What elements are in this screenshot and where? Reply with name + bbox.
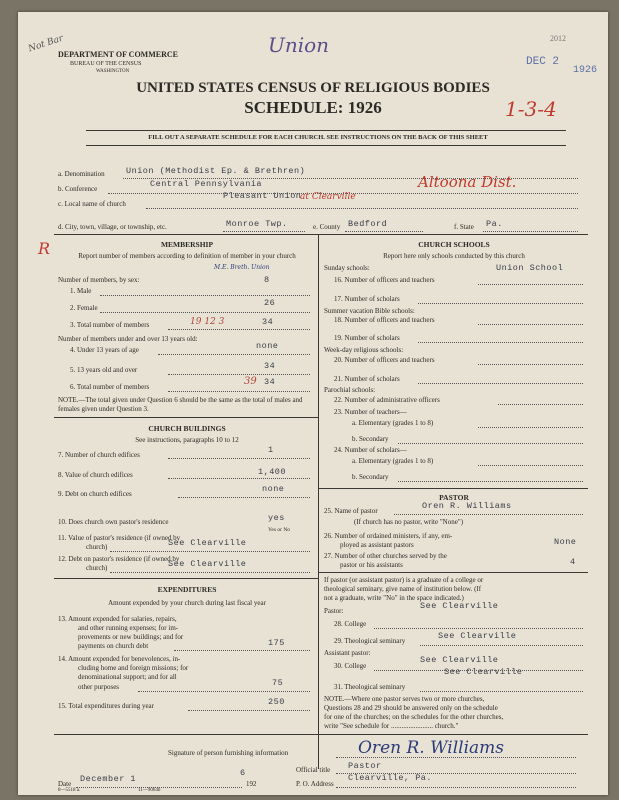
q24b-label: b. Secondary [352,473,389,481]
q13-value: 175 [268,638,285,648]
denomination-label: a. Denomination [58,170,105,178]
po-address-value: Clearville, Pa. [348,773,433,783]
q15-label: 15. Total expenditures during year [58,702,154,710]
print-number: 11—9064b [138,788,161,793]
membership-note: NOTE.—The total given under Question 6 should be the same as the total of males and females given under Question 3. [58,396,303,413]
q12-label-b: church) [86,564,108,572]
local-name-label: c. Local name of church [58,200,126,208]
q23b-label: b. Secondary [352,435,389,443]
q16-value: Union School [496,263,564,273]
q6-tally-note: 39 [244,376,257,387]
corner-pencil-note: Not Bar [27,33,65,55]
q18-label: 18. Number of officers and teachers [334,316,435,324]
q12-value: See Clearville [168,559,247,569]
q27-value: 4 [570,557,576,567]
buildings-sub: See instructions, paragraphs 10 to 12 [135,436,239,444]
q4-label: 4. Under 13 years of age [70,346,139,354]
pastor-subhead: Pastor: [324,607,344,615]
q9-label: 9. Debt on church edifices [58,490,132,498]
pastor-note-3: for one of the churches; on the schedules for the other churches, [324,713,504,721]
q13-label-a: 13. Amount expended for salaries, repairs, [58,615,177,623]
q10-label: 10. Does church own pastor's residence [58,518,169,526]
q25-note: (If church has no pastor, write "None") [354,518,464,526]
state-label: f. State [454,223,474,231]
date-year-digit: 6 [240,768,246,778]
bureau-label: BUREAU OF THE CENSUS [70,61,142,67]
expenditures-sub: Amount expended by your church during last fiscal year [108,599,266,607]
q17-label: 17. Number of scholars [334,295,400,303]
q14-label-c: denominational support; and for all [78,673,177,681]
q25-value: Oren R. Williams [422,501,512,511]
state-value: Pa. [486,219,503,229]
date-year-prefix: 192 [246,780,257,788]
schools-sub: Report here only schools conducted by this church [383,252,525,260]
q3-value: 34 [262,317,274,327]
received-stamp-date: DEC 2 [526,56,560,68]
q29-label: 29. Theological seminary [334,637,406,645]
q8-value: 1,400 [258,467,287,477]
q26-value: None [554,537,577,547]
q15-value: 250 [268,697,285,707]
schedule-title: SCHEDULE: 1926 [244,98,382,117]
form-title: UNITED STATES CENSUS OF RELIGIOUS BODIES [136,80,490,96]
county-value: Bedford [348,219,388,229]
instruction-banner: FILL OUT A SEPARATE SCHEDULE FOR EACH CHURCH. SEE INSTRUCTIONS ON THE BACK OF THIS SHEET [148,134,488,141]
q24-label: 24. Number of scholars— [334,446,407,454]
assistant-pastor-subhead: Assistant pastor: [324,649,371,657]
q14-value: 75 [272,678,284,688]
yes-or-no-hint: Yes or No [268,527,291,533]
po-address-label: P. O. Address [296,780,334,788]
department-label: DEPARTMENT OF COMMERCE [58,50,179,59]
pastor-title: PASTOR [439,493,469,502]
summer-schools-label: Summer vacation Bible schools: [324,307,415,315]
local-name-value: Pleasant Union [223,191,302,201]
census-schedule-page [18,12,608,795]
member-definition-note: M.E. Breth. Union [214,264,270,271]
received-stamp-year: 1926 [573,65,598,76]
date-value: December 1 [80,774,137,784]
sunday-schools-label: Sunday schools: [324,264,370,272]
parochial-schools-label: Parochial schools: [324,386,376,394]
q2-value: 26 [264,298,276,308]
q6-value: 34 [264,377,276,387]
conference-label: b. Conference [58,185,98,193]
q12-label-a: 12. Debt on pastor's residence (if owned by [58,555,180,563]
by-age-label: Number of members under and over 13 years old: [58,335,198,343]
q13-label-b: and other running expenses; for im- [78,624,179,632]
weekday-schools-label: Week-day religious schools: [324,346,404,354]
q19-label: 19. Number of scholars [334,334,400,342]
union-handwritten-note: Union [268,33,330,57]
q7-value: 1 [268,445,274,455]
pastor-college-value: See Clearville [420,601,499,611]
q30-label: 30. College [334,662,367,670]
red-r-mark: R [38,239,51,258]
q9-value: none [262,484,285,494]
expenditures-title: EXPENDITURES [157,585,217,594]
q13-label-d: payments on church debt [78,642,149,650]
signature-label: Signature of person furnishing information [168,749,289,757]
q26-label-a: 26. Number of ordained ministers, if any, em- [324,532,453,540]
q10-value: yes [268,513,285,523]
q27-label-b: pastor or his assistants [340,561,403,569]
membership-intro: Report number of members according to definition of member in your church [78,252,296,260]
corner-number: 2012 [550,34,566,43]
denomination-value: Union (Methodist Ep. & Brethren) [126,166,306,176]
q14-label-a: 14. Amount expended for benevolences, in- [58,655,181,663]
district-note: Altoona Dist. [418,173,517,191]
q20-label: 20. Number of officers and teachers [334,356,435,364]
date-label: Date [58,780,72,788]
q6-label: 6. Total number of members [70,383,150,391]
official-title-label: Official title [296,766,331,774]
q22-label: 22. Number of administrative officers [334,396,440,404]
q13-label-c: provements or new buildings; and for [78,633,184,641]
q1-value: 8 [264,275,270,285]
q16-label: 16. Number of officers and teachers [334,276,435,284]
q23-label: 23. Number of teachers— [334,408,407,416]
city-town-label: d. City, town, village, or township, etc. [58,223,167,231]
official-title-value: Pastor [348,761,382,771]
red-code-note: 1-3-4 [505,97,557,121]
q26-label-b: ployed as assistant pastors [340,541,414,549]
q4-value: none [256,341,279,351]
signature-value: Oren R. Williams [358,738,504,758]
q5-value: 34 [264,361,276,371]
q7-label: 7. Number of church edifices [58,451,140,459]
city-label: WASHINGTON [96,69,130,74]
pastor-note-2: Questions 28 and 29 should be answered only on the schedule [324,704,498,712]
q30-value-2: See Clearville [444,667,523,677]
graduate-intro-3: not a graduate, write "No" in the space indicated.) [324,594,464,602]
form-number: 8—5518 a. [58,788,81,793]
q24a-label: a. Elementary (grades 1 to 8) [352,457,434,465]
q11-label-a: 11. Value of pastor's residence (if owned by [58,534,181,542]
graduate-intro-2: theological seminary, give name of institution below. (If [324,585,482,593]
q11-value: See Clearville [168,538,247,548]
graduate-intro-1: If pastor (or assistant pastor) is a graduate of a college or [324,576,484,584]
pastor-note-1: NOTE.—Where one pastor serves two or more churches, [324,695,485,703]
q3-label: 3. Total number of members [70,321,150,329]
schools-title: CHURCH SCHOOLS [418,240,490,249]
county-label: e. County [313,223,341,231]
q28-label: 28. College [334,620,367,628]
q11-label-b: church) [86,543,108,551]
pastor-note-4: write "See schedule for ........................ church." [324,722,459,730]
membership-title: MEMBERSHIP [160,240,214,249]
q14-label-b: cluding home and foreign missions; for [78,664,189,672]
q5-label: 5. 13 years old and over [70,366,138,374]
q23a-label: a. Elementary (grades 1 to 8) [352,419,434,427]
q3-tally-note: 19 12 3 [190,317,225,327]
q1-label: 1. Male [70,287,92,295]
city-town-value: Monroe Twp. [226,219,288,229]
location-note: at Clearville [300,192,356,202]
q21-label: 21. Number of scholars [334,375,400,383]
q8-label: 8. Value of church edifices [58,471,133,479]
q29-value: See Clearville [438,631,517,641]
q14-label-d: other purposes [78,683,120,691]
q30-value: See Clearville [420,655,499,665]
q31-label: 31. Theological seminary [334,683,406,691]
conference-value: Central Pennsylvania [150,179,263,189]
by-sex-label: Number of members, by sex: [58,276,140,284]
buildings-title: CHURCH BUILDINGS [148,424,226,433]
q27-label-a: 27. Number of other churches served by the [324,552,447,560]
q2-label: 2. Female [70,304,98,312]
q25-label: 25. Name of pastor [324,507,378,515]
